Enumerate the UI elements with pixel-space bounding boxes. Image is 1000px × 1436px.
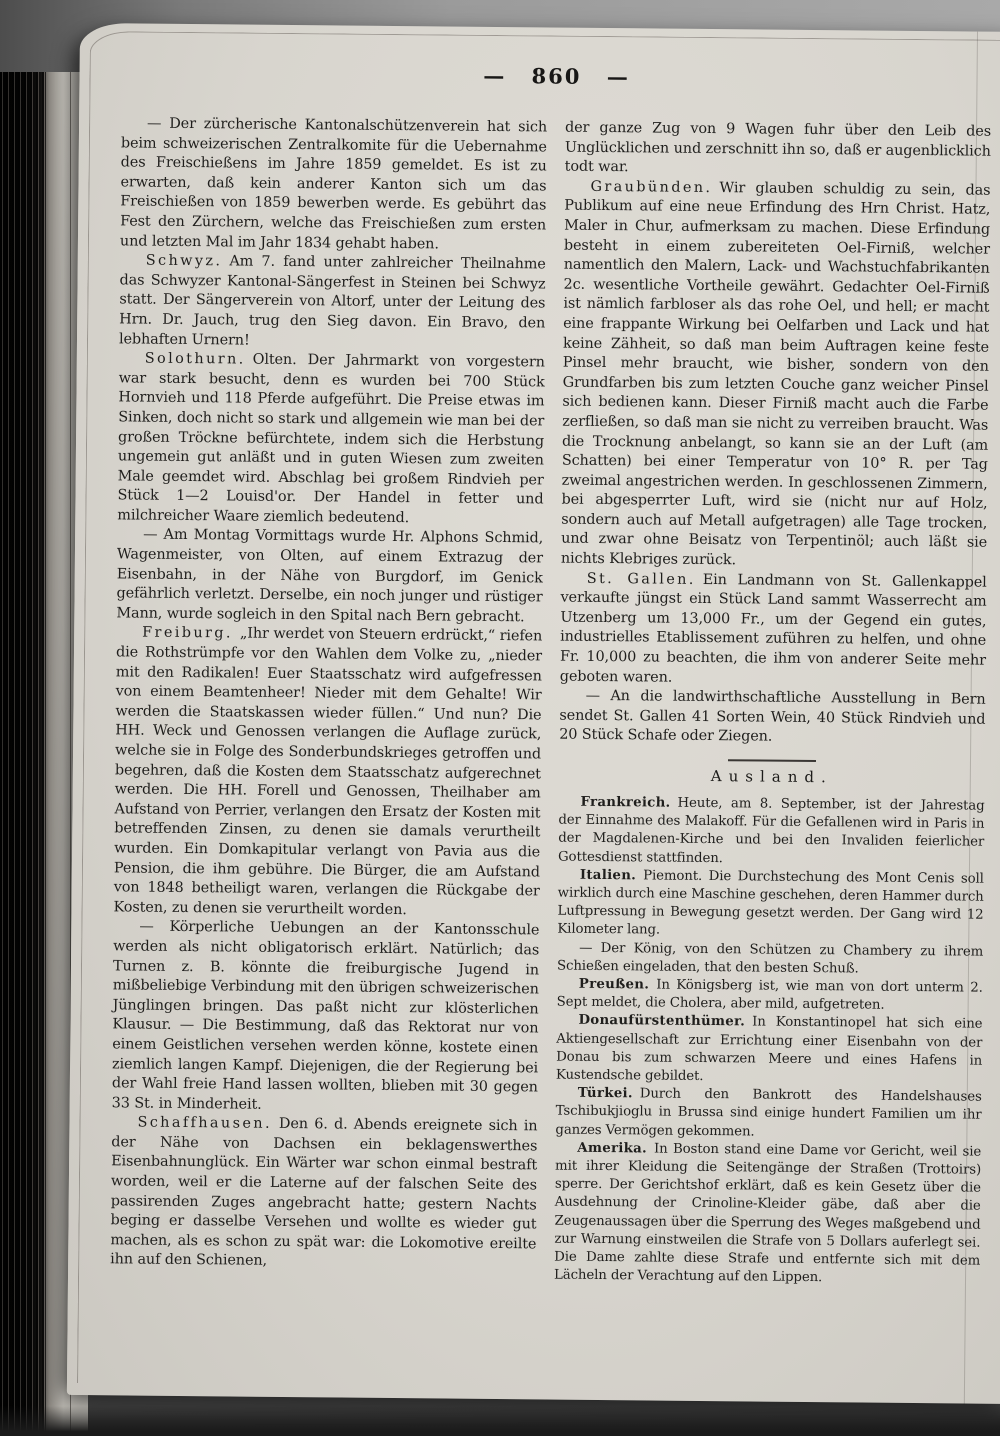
news-paragraph — [561, 177, 991, 573]
section-header: Ausland. — [710, 767, 833, 787]
news-paragraph — [112, 918, 540, 1118]
news-paragraph — [557, 939, 983, 979]
news-paragraph — [565, 119, 992, 182]
news-paragraph — [555, 1085, 982, 1144]
paragraph-text: „Ihr werdet von Steuern erdrückt,“ riefen die Rothstrümpfe vor den Wahlen dem Volke zu, „nieder mit den Radikalen! Euer Staatsschatz wird aufgefressen von einem Beamtenheer! Nieder mit dem Gehalte! Wir werden die Staatskassen wieder füllen.“ Und nun? Die HH. Weck und Genossen verlangen die Auflage zurück, welche sie in Folge des Sonderbundskrieges getroffen und begehren, daß die Kosten dem Staatsschatz aufgerechnet werden. Die HH. Forell und Genossen, Theilhaber am Aufstand von Perrier, verlangen den Ersatz der Kosten mit betreffenden Zinsen, zu denen sie damals verurtheilt wurden. Ein Domkapitular verlangt von Pavia aus die Pension, die ihm gebühre. Die Bürger, die am Aufstand von 1848 betheiligt waren, verlangen die Rückgabe der Kosten, zu denen sie verurtheilt worden. — [113, 625, 543, 918]
news-paragraph — [554, 1139, 981, 1289]
news-paragraph — [559, 687, 986, 750]
news-paragraph — [558, 794, 985, 871]
paragraph-text: Ein Landmann von St. Gallenkappel verkaufte jüngst ein Stück Land sammt Wasserrecht am Utzenberg um 13,000 Fr., um der Gegend ein gutes, industrielles Etablissement zuführen zu helfen, und ohne Fr. 10,000 zu beachten, die ihm von anderer Seite mehr geboten waren. — [559, 571, 987, 686]
news-paragraph — [557, 976, 983, 1016]
paragraph-text: Durch den Bankrott des Handelshauses Tschibukjioglu in Brussa sind einige hundert Familien um ihr ganzes Vermögen gekommen. — [555, 1086, 982, 1140]
country-label: Türkei. — [577, 1086, 633, 1102]
left-column — [110, 114, 547, 1285]
news-paragraph — [117, 349, 545, 529]
paragraph-text: Wir glauben schuldig zu sein, das Publikum auf eine neue Erfindung des Hrn Christ. Hatz, Maler in Chur, aufmerksam zu machen. Diese Erfindung besteht in einem zubereiteten Oel-Firniß, welcher namentlich den Malern, Lack- und Wachstuchfabrikanten 2c. wesentliche Vortheile gewährt. Gedachter Oel-Firniß ist nämlich farbloser als das rohe Oel, und hell; er macht eine frappante Wirkung bei Oelfarben und Lack und hat keine Zähheit, so daß man beim Auftragen keine feste Pinsel mehr braucht, wie bisher, sondern von den Grundfarben bis zum letzten Couche ganz weicher Pinsel sich bedienen kann. Dieser Firniß macht auch die Farbe zerfließen, so daß man sie nicht zu verreiben braucht. Was die Trocknung anbelangt, so kann sie an der Luft (am Schatten) bei einer Temperatur von 10° R. per Tag zweimal angestrichen werden. In geschlossenen Zimmern, bei abgesperrter Luft, wird sie (nicht nur auf Holz, sondern auch auf Metall aufgetragen) alle Tage trocken, und zwar ohne Beisatz von Terpentinöl; auch läßt sie nichts Klebriges zurück. — [560, 179, 991, 569]
paragraph-text: der ganze Zug von 9 Wagen fuhr über den Leib des Unglücklichen und zerschnitt ihn so, daß er augenblicklich todt war. — [564, 119, 992, 176]
paragraph-text: — An die landwirthschaftliche Ausstellung in Bern sendet St. Gallen 41 Sorten Wein, 40 Stück Rindvieh und 20 Stück Schafe oder Ziegen. — [559, 688, 986, 746]
news-paragraph — [560, 569, 987, 691]
paragraph-text: In Konstantinopel hat sich eine Aktiengesellschaft zur Errichtung einer Eisenbahn von der Donau bis zum schwarzen Meere und eines Hafens in Kustendsche gebildet. — [555, 1014, 983, 1085]
paragraph-text: Heute, am 8. September, ist der Jahrestag der Einnahme des Malakoff. Für die Gefallenen wird in Paris in der Magdalenen-Kirche und bei den Invaliden feierlicher Gottesdienst stattfinden. — [557, 795, 985, 866]
country-label: Italien. — [579, 867, 637, 884]
section-divider — [728, 759, 816, 762]
backdrop-bottom — [0, 1406, 1000, 1436]
news-paragraph — [110, 1114, 537, 1275]
country-label: Amerika. — [577, 1140, 648, 1157]
news-paragraph — [556, 1012, 983, 1089]
news-paragraph — [113, 624, 542, 922]
text-columns — [110, 114, 991, 1289]
paragraph-text: — Körperliche Uebungen an der Kantonsschule werden als nicht obligatorisch erklärt. Natürlich; das Turnen z. B. könnte die freiburgische Jugend in mißbeliebige Verbindung mit den übrigen schweizerischen Jünglingen bringen. Das paßt nicht zur klösterlichen Klausur. — Die Bestimmung, daß das Rektorat nur von einem Geistlichen versehen werden könne, kostete einen ziemlich langen Kampf. Diejenigen, die der Regierung bei der Wahl freie Hand lassen wollten, blieben mit 30 gegen 33 St. in Minderheit. — [111, 918, 540, 1113]
paragraph-text: Den 6. d. Abends ereignete sich in der Nähe von Dachsen ein beklagenswerthes Eisenbahnunglück. Ein Wärter war schon einmal bestraft worden, weil er die Laterne auf der falschen Seite des passirenden Zuges angebracht hatte; gestern Nachts beging er dasselbe Versehen und wollte es wieder gut machen, als es schon zu spät war: die Lokomotive ereilte ihn auf den Schienen, — [110, 1116, 538, 1270]
news-paragraph — [119, 252, 546, 354]
country-label: Preußen. — [578, 976, 650, 993]
paragraph-text: Piemont. Die Durchstechung des Mont Cenis soll wirklich durch eine Maschine geschehen, deren Hammer durch Luftpressung in Bewegung gesetzt werden. Der Gang wird 12 Kilometer lang. — [557, 868, 984, 938]
dateline: Schaffhausen. — [137, 1114, 273, 1133]
newspaper-page — [67, 23, 1000, 1404]
dateline: Graubünden. — [590, 178, 713, 196]
paragraph-text: — Am Montag Vormittags wurde Hr. Alphons Schmid, Wagenmeister, von Olten, auf einem Extrazug der Eisenbahn, in der Nähe von Burgdorf, im Genick gefährlich verletzt. Derselbe, ein noch junger und rüstiger Mann, wurde sogleich in den Spital nach Bern gebracht. — [116, 527, 544, 626]
dateline: Solothurn. — [144, 350, 246, 368]
news-paragraph — [557, 866, 984, 943]
country-label: Frankreich. — [580, 794, 671, 811]
paragraph-text: — Der König, von den Schützen zu Chambery zu ihrem Schießen eingeladen, that den besten Schuß. — [556, 940, 984, 977]
news-paragraph — [120, 114, 547, 255]
paragraph-text: — Der zürcherische Kantonalschützenverein hat sich beim schweizerischen Zentralkomite für die Uebernahme des Freischießens im Jahre 1859 gemeldet. Es ist zu erwarten, daß kein anderer Kanton sich um das Freischießen von 1859 bewerben werde. Es gebührt das Fest den Zürchern, welche das Freischießen zum ersten und letzten Mal im Jahr 1834 gehabt haben. — [119, 115, 548, 252]
page-content — [68, 23, 1000, 1289]
paragraph-text: Olten. Der Jahrmarkt von vorgestern war stark besucht, denn es wurden bei 700 Stück Hornvieh und 118 Pferde aufgeführt. Die Preise etwas im Sinken, doch nicht so stark und allgemein wie man bei der großen Tröckne befürchtete, indem sich die Herbstung ungemein gut anläßt und in guten Wiesen zum zweiten Male geemdet wird. Abschlag bei großem Rindvieh per Stück 1—2 Louisd'or. Der Handel in fetter und milchreicher Waare ziemlich bedeutend. — [117, 351, 545, 527]
dateline: St. Gallen. — [586, 570, 696, 588]
paragraph-text: In Boston stand eine Dame vor Gericht, weil sie mit ihrer Kleidung die Seitengänge der Straßen (Trottoirs) sperre. Der Gerichtshof erklärt, daß es kein Gesetz über die Ausdehnung der Crinoline-Kleider gäbe, daß aber die Zeugenaussagen über die Sperrung des Weges maßgebend und zur Warnung einstweilen die Strafe von 5 Dollars auferlegt sei. Die Dame zahlte diese Strafe und entfernte sich mit dem Lächeln der Verachtung auf den Lippen. — [553, 1141, 982, 1286]
dateline: Freiburg. — [142, 625, 233, 642]
paragraph-text: Am 7. fand unter zahlreicher Theilnahme das Schwyzer Kantonal-Sängerfest in Steinen bei Schwyz statt. Der Sängerverein von Altorf, unter der Leitung des Hrn. Dr. Jauch, trug den Sieg davon. Ein Bravo, den lebhaften Urnern! — [118, 253, 546, 349]
paragraph-text: In Königsberg ist, wie man von dort unterm 2. Sept meldet, die Cholera, aber mild, aufgetreten. — [556, 977, 983, 1013]
dateline: Schwyz. — [145, 252, 223, 270]
right-column — [554, 119, 991, 1290]
news-paragraph — [116, 526, 543, 628]
ausland-section — [554, 766, 985, 1290]
country-label: Donaufürstenthümer. — [578, 1013, 746, 1030]
page-number: — 860 — — [483, 62, 630, 90]
